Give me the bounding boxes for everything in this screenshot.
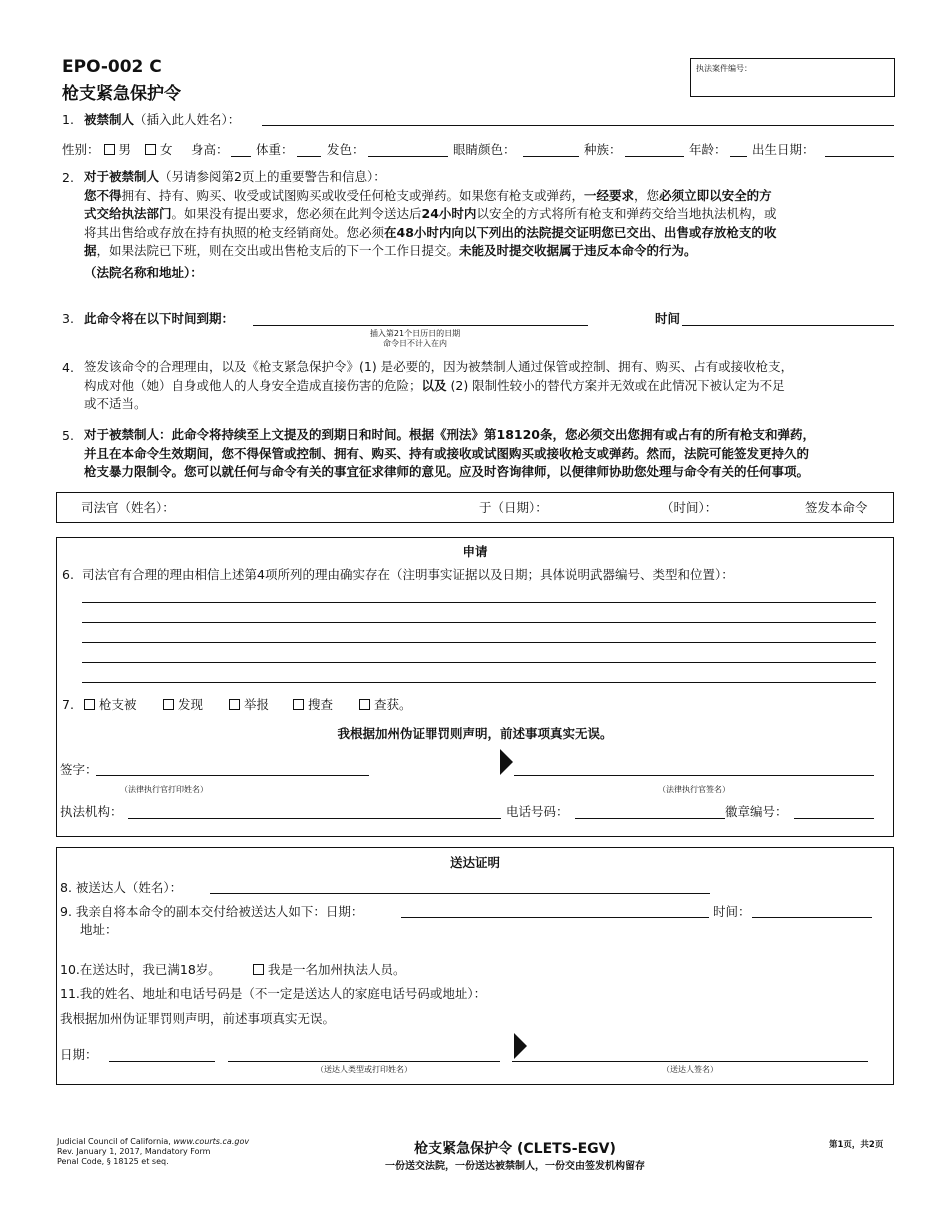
- law-enforcement-label: 我是一名加州执法人员。: [268, 962, 406, 977]
- law-enforcement-option[interactable]: [253, 962, 406, 978]
- sign-label: 签字：: [60, 762, 98, 777]
- perjury-declaration: 我根据加州伪证罪罚则声明，前述事项真实无误。: [337, 726, 613, 741]
- item2-l1-b1: 您不得: [84, 187, 122, 203]
- restrained-name-field[interactable]: [262, 125, 894, 126]
- item6-line[interactable]: [82, 662, 876, 663]
- phone-field[interactable]: [575, 818, 725, 819]
- law-enforcement-checkbox[interactable]: [253, 964, 264, 975]
- item7-option-3[interactable]: [229, 697, 269, 713]
- female-label: 女: [159, 142, 173, 157]
- item5-line-1: 对于被禁制人：此命令将持续至上文提及的到期日和时间。根据《刑法》第18120条，您必须交出您拥有或占有的所有枪支和弹药，: [84, 427, 815, 442]
- officer-signature-field[interactable]: [514, 775, 874, 776]
- badge-field[interactable]: [794, 818, 874, 819]
- server-signature-caption: （送达人签名）: [662, 1065, 718, 1074]
- height-field[interactable]: [231, 156, 251, 157]
- form-title: 枪支紧急保护令: [62, 84, 181, 104]
- expiry-note-1: 插入第21个日历日的日期: [369, 329, 461, 338]
- item4-number: 4.: [62, 360, 74, 375]
- height-label: 身高：: [191, 142, 229, 157]
- server-signature-field[interactable]: [512, 1061, 868, 1062]
- signature-arrow-icon: [500, 749, 513, 775]
- item2-l1-r2: ，您: [634, 187, 660, 203]
- item2-l1-r1: 拥有、持有、购买、收受或试图购买或收受任何枪支或弹药。如果您有枪支或弹药，: [121, 187, 585, 203]
- male-label: 男: [118, 142, 132, 157]
- item4-line-1: 签发该命令的合理理由，以及《枪支紧急保护令》(1) 是必要的，因为被禁制人通过保管或控制、拥有、购买、占有或接收枪支，: [84, 359, 794, 374]
- item2-l4-r1: ，如果法院已下班，则在交出或出售枪支后的下一个工作日提交。: [96, 243, 460, 258]
- item2-text: [84, 168, 776, 261]
- item2-l1-b2: 一经要求: [584, 187, 635, 203]
- officer-print-name-field[interactable]: [96, 775, 369, 776]
- searched-checkbox[interactable]: [293, 699, 304, 710]
- item2-l4-b2: 未能及时提交收据属于违反本命令的行为。: [459, 243, 697, 258]
- issue-order-label: 签发本命令: [805, 500, 868, 515]
- item2-l2-b1: 式交给执法部门: [84, 206, 172, 221]
- dob-field[interactable]: [825, 156, 894, 157]
- signing-date-field[interactable]: [109, 1061, 215, 1062]
- item2-number: 2.: [62, 170, 74, 185]
- item8-text: 8. 被送达人（姓名）：: [60, 880, 183, 895]
- agency-label: 执法机构：: [60, 804, 123, 819]
- service-date-field[interactable]: [401, 917, 709, 918]
- item1-hint: （插入此人姓名）：: [134, 112, 241, 127]
- seized-checkbox[interactable]: [359, 699, 370, 710]
- footer-website-link[interactable]: www.courts.ca.gov: [173, 1137, 250, 1146]
- item6-text: 司法官有合理的理由相信上述第4项所列的理由确实存在（注明事实证据以及日期；具体说明武器编号、类型和位置）：: [82, 567, 734, 582]
- item5-text: [84, 426, 815, 482]
- found-checkbox[interactable]: [163, 699, 174, 710]
- age-field[interactable]: [730, 156, 747, 157]
- service-date-label: 日期：: [60, 1047, 98, 1062]
- order-time-label: （时间）：: [661, 500, 718, 515]
- footer-page-number: 第1页，共2页: [829, 1140, 884, 1150]
- case-number-label: 执法案件编号：: [696, 64, 752, 73]
- service-time-label: 时间：: [713, 904, 751, 919]
- footer-council-name: Judicial Council of California,: [57, 1137, 174, 1146]
- item7-option-2[interactable]: [163, 697, 203, 713]
- gender-label: 性别：: [62, 142, 100, 157]
- court-label: （法院名称和地址）：: [84, 265, 203, 280]
- item2-l2-r1: 。如果没有提出要求，您必须在此判令送达后: [171, 206, 422, 221]
- item2-l3-b1: 在48小时内向以下列出的法院提交证明您已交出、出售或存放枪支的收: [384, 224, 777, 240]
- service-declaration: 我根据加州伪证罪罚则声明，前述事项真实无误。: [60, 1011, 336, 1026]
- item7-option-1[interactable]: [84, 697, 137, 713]
- agency-field[interactable]: [128, 818, 501, 819]
- item11-text: 11.我的姓名、地址和电话号码是（不一定是送达人的家庭电话号码或地址）：: [60, 986, 487, 1001]
- server-type-caption: （送达人类型或打印姓名）: [316, 1065, 412, 1074]
- item7-option-5-label: 查获。: [374, 697, 412, 712]
- item2-l2-r2: 以安全的方式将所有枪支和弹药交给当地执法机构，或: [476, 206, 777, 221]
- service-title: 送达证明: [449, 855, 500, 870]
- officer-print-name-caption: （法律执行官打印姓名）: [120, 785, 208, 794]
- case-number-field[interactable]: [690, 58, 895, 97]
- item7-option-3-label: 举报: [244, 697, 270, 712]
- reported-checkbox[interactable]: [229, 699, 240, 710]
- expiry-note-2: 命令日不计入在内: [383, 339, 447, 348]
- hair-label: 发色：: [327, 142, 365, 157]
- expiry-note: [320, 329, 510, 349]
- item3-number: 3.: [62, 311, 74, 326]
- item1-gender-row: [62, 142, 173, 158]
- expiry-time-field[interactable]: [682, 325, 894, 326]
- firearm-checkbox[interactable]: [84, 699, 95, 710]
- item6-number: 6.: [62, 567, 74, 582]
- item4-line-3: 或不适当。: [84, 396, 147, 411]
- female-checkbox[interactable]: [145, 144, 156, 155]
- item1-label: 被禁制人: [84, 112, 135, 127]
- item1-heading: [84, 112, 240, 128]
- badge-label: 徽章编号：: [725, 804, 788, 819]
- item2-l4-b1: 据: [84, 243, 97, 258]
- item10-text: 10.在送达时，我已满18岁。: [60, 962, 221, 977]
- age-label: 年龄：: [689, 142, 727, 157]
- served-name-field[interactable]: [210, 893, 710, 894]
- weight-label: 体重：: [256, 142, 294, 157]
- footer-council: [57, 1137, 249, 1167]
- hair-field[interactable]: [368, 156, 448, 157]
- item7-number: 7.: [62, 697, 74, 712]
- item9-text: 9. 我亲自将本命令的副本交付给被送达人如下：日期：: [60, 904, 364, 919]
- item7-option-4[interactable]: [293, 697, 333, 713]
- order-date-label: 于（日期）：: [479, 500, 548, 515]
- footer-revision: Rev. January 1, 2017, Mandatory Form: [57, 1147, 211, 1156]
- item7-option-4-label: 搜查: [308, 697, 334, 712]
- race-label: 种族：: [584, 142, 622, 157]
- footer-penal-code: Penal Code, § 18125 et seq.: [57, 1157, 169, 1166]
- male-checkbox[interactable]: [104, 144, 115, 155]
- judicial-officer-label: 司法官（姓名）：: [81, 500, 175, 515]
- item7-option-5[interactable]: [359, 697, 412, 713]
- item6-line[interactable]: [82, 642, 876, 643]
- item2-head-rest: （另请参阅第2页上的重要警告和信息）：: [159, 169, 386, 184]
- weight-field[interactable]: [297, 156, 321, 157]
- phone-label: 电话号码：: [506, 804, 569, 819]
- service-time-field[interactable]: [752, 917, 872, 918]
- item1-number: 1.: [62, 112, 74, 127]
- item4-text: [84, 358, 793, 414]
- race-field[interactable]: [625, 156, 684, 157]
- eyes-field[interactable]: [523, 156, 579, 157]
- judicial-officer-box: [56, 492, 894, 523]
- item4-line-2a: 构成对他（她）自身或他人的人身安全造成直接伤害的危险；: [84, 377, 422, 393]
- expiry-label: 此命令将在以下时间到期：: [84, 311, 235, 326]
- item4-line-2c: (2) 限制性较小的替代方案并无效或在此情况下被认定为不足: [446, 377, 785, 393]
- dob-label: 出生日期：: [752, 142, 815, 157]
- footer-title: 枪支紧急保护令 (CLETS-EGV): [414, 1141, 616, 1157]
- item2-l2-b2: 24小时内: [421, 206, 477, 221]
- item5-number: 5.: [62, 428, 74, 443]
- officer-signature-caption: （法律执行官签名）: [658, 785, 730, 794]
- item2-l1-b3: 必须立即以安全的方: [659, 187, 772, 203]
- item4-line-2b: 以及: [421, 377, 447, 393]
- address-label: 地址：: [80, 922, 118, 937]
- item2-head-bold: 对于被禁制人: [84, 169, 160, 184]
- form-number: EPO-002 C: [62, 57, 162, 77]
- expiry-date-field[interactable]: [253, 325, 588, 326]
- item2-l3-r1: 将其出售给或存放在持有执照的枪支经销商处。您必须: [84, 224, 385, 240]
- signature-arrow-icon: [514, 1033, 527, 1059]
- expiry-time-label: 时间: [655, 311, 681, 326]
- item6-line[interactable]: [82, 682, 876, 683]
- server-type-field[interactable]: [228, 1061, 500, 1062]
- item7-option-1-label: 枪支被: [99, 697, 137, 712]
- item5-line-2: 并且在本命令生效期间，您不得保管或控制、拥有、购买、持有或接收或试图购买或接收枪支或弹药。然而，法院可能签发更持久的: [84, 445, 810, 461]
- item5-line-3: 枪支暴力限制令。您可以就任何与命令有关的事宜征求律师的意见。应及时咨询律师，以便律师协助您处理与命令有关的任何事项。: [84, 464, 810, 479]
- footer-subtitle: 一份送交法院，一份送达被禁制人，一份交由签发机构留存: [385, 1161, 645, 1172]
- item7-option-2-label: 发现: [178, 697, 204, 712]
- eyes-label: 眼睛颜色：: [453, 142, 516, 157]
- application-title: 申请: [462, 544, 488, 559]
- item6-line[interactable]: [82, 602, 876, 603]
- item6-line[interactable]: [82, 622, 876, 623]
